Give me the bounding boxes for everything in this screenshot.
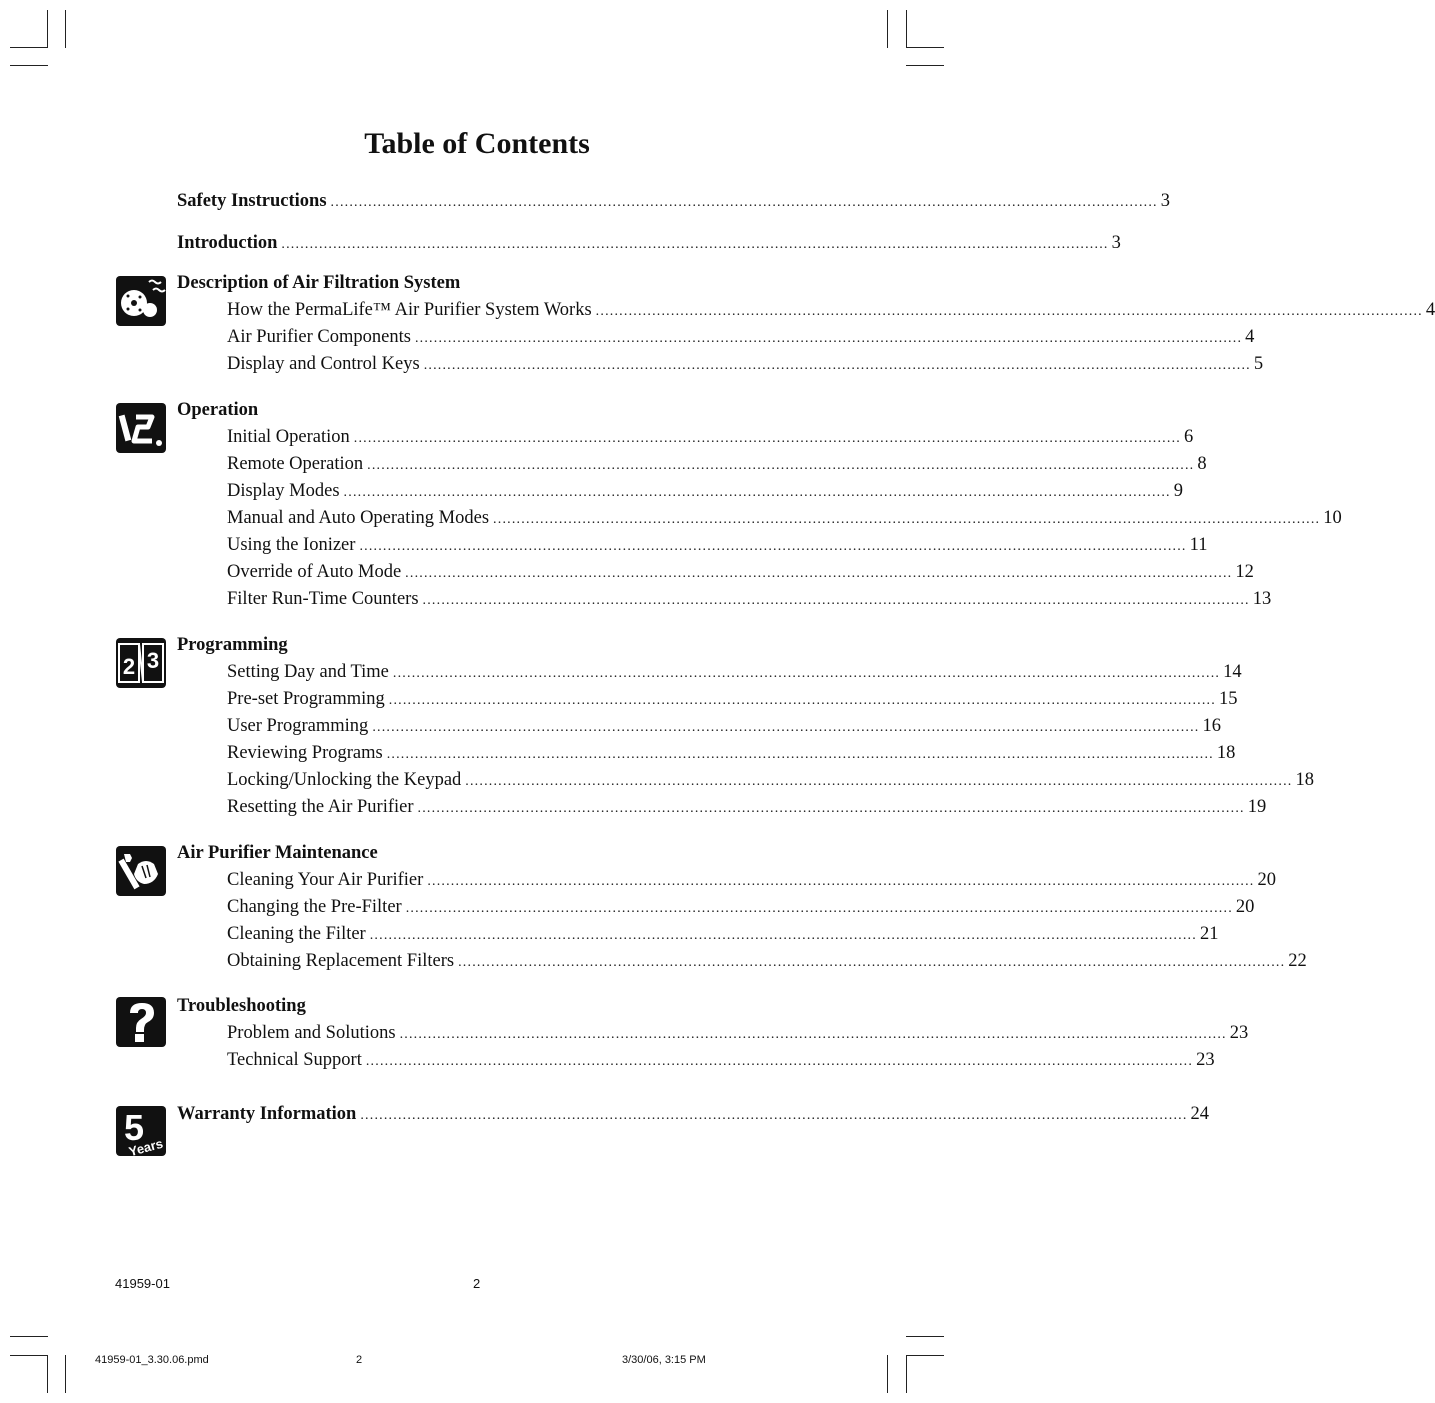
toc-section bbox=[177, 397, 1342, 613]
toc-entry-page: 23 bbox=[1229, 1023, 1249, 1043]
toc-entry[interactable] bbox=[177, 948, 1307, 975]
toc-entry-page: 14 bbox=[1223, 662, 1242, 682]
toc-entry[interactable] bbox=[177, 894, 1255, 921]
toc-entry[interactable] bbox=[177, 586, 1272, 613]
svg-text:2: 2 bbox=[122, 654, 136, 679]
toc-entry-label: Introduction bbox=[177, 233, 278, 253]
toc-entry[interactable] bbox=[177, 794, 1267, 821]
crop-mark bbox=[906, 47, 944, 48]
toc-section bbox=[177, 840, 1307, 975]
toc-entry-label: Remote Operation bbox=[227, 454, 364, 474]
toc-entry[interactable] bbox=[177, 713, 1222, 740]
section-heading[interactable]: Programming bbox=[177, 635, 288, 655]
toc-entry-label: Filter Run-Time Counters bbox=[227, 589, 419, 609]
toc-entry[interactable] bbox=[177, 188, 1170, 215]
toc-entry-label: Cleaning Your Air Purifier bbox=[227, 870, 424, 890]
section-heading[interactable]: Troubleshooting bbox=[177, 996, 306, 1016]
toc-entry[interactable] bbox=[177, 324, 1255, 351]
toc-entry-label: Cleaning the Filter bbox=[227, 924, 366, 944]
toc-entry[interactable] bbox=[177, 1101, 1210, 1128]
crop-mark bbox=[887, 10, 888, 48]
toc-entry[interactable] bbox=[177, 921, 1219, 948]
toc-section bbox=[177, 1101, 1210, 1128]
five-years-number: 5 bbox=[123, 1107, 145, 1148]
toc-section bbox=[177, 270, 1435, 378]
toc-entry-page: 20 bbox=[1257, 870, 1277, 890]
question-mark-icon bbox=[116, 997, 166, 1047]
leader-dots: ................................................................................................................................................................................ bbox=[414, 331, 1243, 346]
leader-dots: ................................................................................................................................................................................ bbox=[493, 512, 1321, 527]
toc-entry-page: 4 bbox=[1425, 300, 1435, 320]
toc-entry[interactable] bbox=[177, 424, 1194, 451]
leader-dots: ................................................................................................................................................................................ bbox=[360, 1108, 1188, 1123]
toc-entry-label: Setting Day and Time bbox=[227, 662, 389, 682]
toc-entry-label: Safety Instructions bbox=[177, 191, 327, 211]
toc-section bbox=[177, 632, 1314, 821]
toc-entry[interactable] bbox=[177, 532, 1208, 559]
toc-entry-page: 5 bbox=[1253, 354, 1264, 374]
toc-entry-label: Override of Auto Mode bbox=[227, 562, 402, 582]
toc-entry-page: 19 bbox=[1247, 797, 1267, 817]
svg-text:3: 3 bbox=[146, 648, 160, 673]
toc-entry[interactable] bbox=[177, 297, 1435, 324]
crop-mark bbox=[906, 1336, 944, 1337]
crop-mark bbox=[10, 65, 48, 66]
five-years-icon bbox=[116, 1106, 166, 1160]
toc-entry-page: 3 bbox=[1111, 233, 1121, 253]
toc-entry-label: How the PermaLife™ Air Purifier System Works bbox=[227, 300, 592, 320]
section-heading[interactable]: Air Purifier Maintenance bbox=[177, 843, 378, 863]
toc-entry-page: 22 bbox=[1288, 951, 1307, 971]
crop-mark bbox=[47, 10, 48, 48]
leader-dots: ................................................................................................................................................................................ bbox=[405, 566, 1233, 581]
section-heading[interactable]: Operation bbox=[177, 400, 259, 420]
leader-dots: ................................................................................................................................................................................ bbox=[343, 485, 1171, 500]
crop-mark bbox=[65, 10, 66, 48]
toc-entry[interactable] bbox=[177, 1047, 1215, 1074]
toc-entry-page: 20 bbox=[1235, 897, 1255, 917]
toc-entry-page: 11 bbox=[1189, 535, 1208, 555]
toc-entry-page: 9 bbox=[1173, 481, 1183, 501]
calendar-pages-icon bbox=[116, 638, 166, 688]
page-number: 2 bbox=[473, 1276, 481, 1291]
leader-dots: ................................................................................................................................................................................ bbox=[458, 955, 1286, 970]
leader-dots: ................................................................................................................................................................................ bbox=[465, 774, 1293, 789]
crop-mark bbox=[10, 47, 48, 48]
slug-date: 3/30/06, 3:15 PM bbox=[622, 1354, 706, 1366]
toc-entry-label: Resetting the Air Purifier bbox=[227, 797, 414, 817]
leader-dots: ................................................................................................................................................................................ bbox=[365, 1054, 1194, 1069]
toc-entry[interactable] bbox=[177, 659, 1242, 686]
crop-mark bbox=[10, 1336, 48, 1337]
toc-entry[interactable] bbox=[177, 686, 1238, 713]
leader-dots: ................................................................................................................................................................................ bbox=[417, 801, 1245, 816]
toc-entry-label: Display and Control Keys bbox=[227, 354, 420, 374]
leader-dots: ................................................................................................................................................................................ bbox=[422, 593, 1250, 608]
toc-entry-page: 15 bbox=[1218, 689, 1238, 709]
five-years-text: Years bbox=[127, 1135, 165, 1160]
toc-entry-page: 10 bbox=[1323, 508, 1342, 528]
toc-entry-page: 6 bbox=[1183, 427, 1194, 447]
toc-entry-label: User Programming bbox=[227, 716, 369, 736]
toc-entry-page: 21 bbox=[1199, 924, 1219, 944]
leader-dots: ................................................................................................................................................................................ bbox=[386, 747, 1214, 762]
toc-entry-label: Air Purifier Components bbox=[227, 327, 411, 347]
toc-entry-page: 8 bbox=[1197, 454, 1207, 474]
leader-dots: ................................................................................................................................................................................ bbox=[367, 458, 1195, 473]
crop-mark bbox=[887, 1355, 888, 1393]
leader-dots: ................................................................................................................................................................................ bbox=[399, 1027, 1227, 1042]
toc-entry-label: Locking/Unlocking the Keypad bbox=[227, 770, 462, 790]
toc-entry-label: Manual and Auto Operating Modes bbox=[227, 508, 490, 528]
toc-entry[interactable] bbox=[177, 230, 1121, 257]
toc-entry[interactable] bbox=[177, 559, 1254, 586]
leader-dots: ................................................................................................................................................................................ bbox=[423, 358, 1251, 373]
toc-entry[interactable] bbox=[177, 740, 1236, 767]
toc-entry-page: 3 bbox=[1160, 191, 1170, 211]
leader-dots: ................................................................................................................................................................................ bbox=[388, 693, 1216, 708]
toc-entry[interactable] bbox=[177, 505, 1342, 532]
toc-entry-label: Pre-set Programming bbox=[227, 689, 385, 709]
page-title: Table of Contents bbox=[364, 127, 590, 160]
clock-icon bbox=[116, 403, 166, 453]
wrench-hand-icon bbox=[116, 846, 166, 896]
toc-entry-label: Technical Support bbox=[227, 1050, 362, 1070]
toc-entry-page: 13 bbox=[1252, 589, 1272, 609]
toc-entry-page: 18 bbox=[1295, 770, 1314, 790]
slug-page: 2 bbox=[356, 1354, 363, 1366]
crop-mark bbox=[47, 1355, 48, 1393]
toc-entry-label: Obtaining Replacement Filters bbox=[227, 951, 455, 971]
crop-mark bbox=[906, 10, 907, 48]
crop-mark bbox=[906, 1355, 944, 1356]
toc-section bbox=[177, 993, 1249, 1074]
toc-entry-page: 12 bbox=[1235, 562, 1254, 582]
toc-entry[interactable] bbox=[177, 478, 1183, 505]
leader-dots: ................................................................................................................................................................................ bbox=[330, 195, 1158, 210]
toc-entry-label: Display Modes bbox=[227, 481, 340, 501]
leader-dots: ................................................................................................................................................................................ bbox=[427, 874, 1255, 889]
leader-dots: ................................................................................................................................................................................ bbox=[281, 237, 1109, 252]
leader-dots: ................................................................................................................................................................................ bbox=[405, 901, 1233, 916]
toc-entry-label: Reviewing Programs bbox=[227, 743, 383, 763]
crop-mark bbox=[10, 1355, 48, 1356]
toc-entry-page: 4 bbox=[1245, 327, 1255, 347]
toc-entry[interactable] bbox=[177, 351, 1264, 378]
slug-file: 41959-01_3.30.06.pmd bbox=[95, 1354, 209, 1366]
toc-entry-label: Initial Operation bbox=[227, 427, 350, 447]
leader-dots: ................................................................................................................................................................................ bbox=[392, 666, 1221, 681]
document-number: 41959-01 bbox=[115, 1276, 170, 1291]
leader-dots: ................................................................................................................................................................................ bbox=[369, 928, 1197, 943]
toc-entry-label: Changing the Pre-Filter bbox=[227, 897, 402, 917]
toc-entry[interactable] bbox=[177, 867, 1277, 894]
crop-mark bbox=[906, 65, 944, 66]
leader-dots: ................................................................................................................................................................................ bbox=[359, 539, 1187, 554]
toc-top-entries bbox=[177, 188, 1170, 257]
toc-entry-label: Warranty Information bbox=[177, 1104, 357, 1124]
toc-entry-page: 16 bbox=[1202, 716, 1222, 736]
leader-dots: ................................................................................................................................................................................ bbox=[595, 304, 1423, 319]
crop-mark bbox=[906, 1355, 907, 1393]
toc-entry[interactable] bbox=[177, 451, 1207, 478]
leader-dots: ................................................................................................................................................................................ bbox=[372, 720, 1200, 735]
toc-entry[interactable] bbox=[177, 1020, 1249, 1047]
toc-entry-label: Using the Ionizer bbox=[227, 535, 356, 555]
toc-entry-page: 23 bbox=[1196, 1050, 1215, 1070]
toc-entry-page: 24 bbox=[1190, 1104, 1210, 1124]
section-heading[interactable]: Description of Air Filtration System bbox=[177, 273, 461, 293]
toc-entry-page: 18 bbox=[1216, 743, 1236, 763]
crop-mark bbox=[65, 1355, 66, 1393]
toc-entry-label: Problem and Solutions bbox=[227, 1023, 396, 1043]
air-filtration-icon bbox=[116, 276, 166, 326]
toc-entry[interactable] bbox=[177, 767, 1314, 794]
leader-dots: ................................................................................................................................................................................ bbox=[353, 431, 1181, 446]
